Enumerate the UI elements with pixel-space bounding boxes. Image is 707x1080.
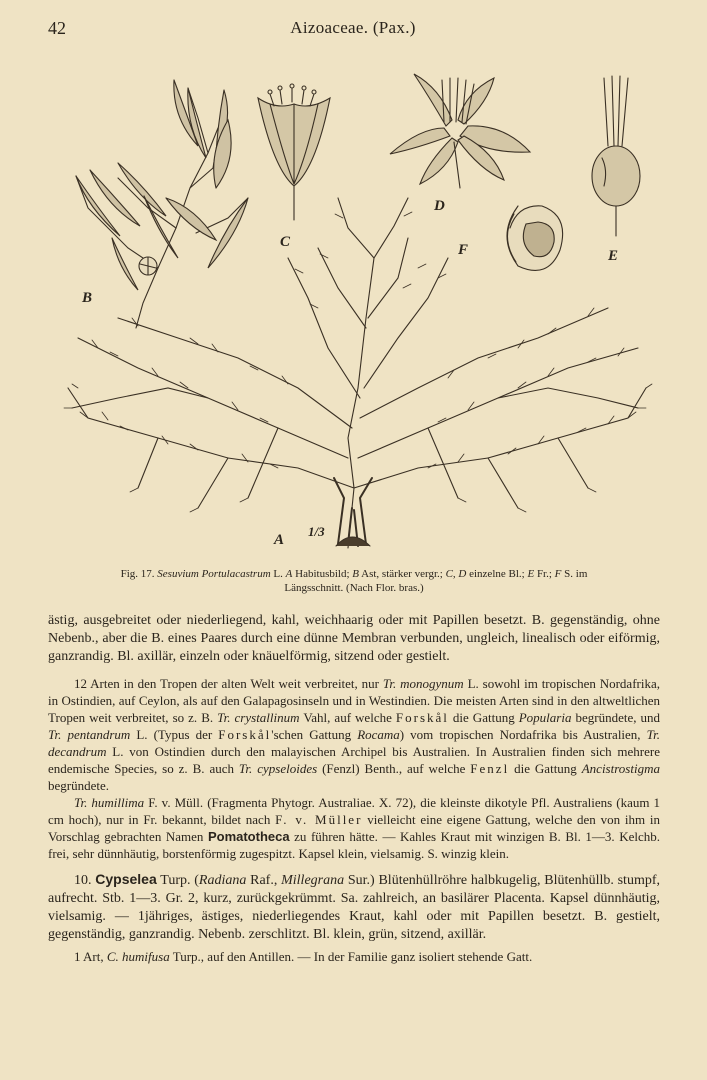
label-a: A bbox=[274, 532, 285, 548]
flower-d-drawing bbox=[390, 74, 530, 188]
page-number: 42 bbox=[48, 18, 66, 38]
label-e: E bbox=[608, 248, 619, 264]
fruit-e-drawing bbox=[592, 76, 640, 236]
caption-text-f: S. im bbox=[564, 568, 588, 580]
paragraph-2: 12 Arten in den Tropen der alten Welt weit verbreitet, nur Tr. monogynum L. sowohl im tropischen Nordafrika, in Ostindien, auf Ceylon, als auf den Galapagosinseln und in Westindien. Die meisten Arten sind in den altweltlichen Tropen weit verbreitet, so z. B. Tr. crystallinum Vahl, auf welche Forskål die Gattung Popularia begründete, und Tr. pentandrum L. (Typus der Forskål'schen Gattung Rocama) vom tropischen Nordafrika bis Australien, Tr. decandrum L. von Ostindien durch den malayischen Archipel bis Australien. In Australien finden sich mehrere endemische Species, so z. B. auch Tr. cypseloides (Fenzl) Benth., auf welche Fenzl die Gattung Ancistrostigma begründete. bbox=[48, 675, 661, 793]
paragraph-3: Tr. humillima F. v. Müll. (Fragmenta Phytogr. Australiae. X. 72), die kleinste dikotyle Pfl. Australiens (kaum 1 cm hoch), nur in Fr. bekannt, bildet nach F. v. Müller vielleicht eine eigene Gattung, welche den von ihm in Vorschlag gebrachten Namen Pomatotheca zu führen hätte. — Kahles Kraut mit winzigen B. Bl. 1—3. Kelchb. frei, sehr dünnhäutig, borstenförmig zugespitzt. Kapsel klein, vielsamig. S. winzig klein. bbox=[48, 794, 660, 861]
caption-author: L. bbox=[273, 568, 283, 580]
caption-line-1 bbox=[48, 567, 660, 581]
caption-key-e: E bbox=[527, 568, 535, 580]
paragraph-4-genus-cypselea: 10. Cypselea Turp. (Radiana Raf., Millegrana Sur.) Blütenhüllröhre halbkugelig, Blütenhüllb. stumpf, aufrecht. Stb. 1—3. Gr. 2, kurz, zurückgekrümmt. Sa. zahlreich, an basilärer Placenta. Kapsel dünnhäutig, vielsamig. — 1jähriges, ästiges, niederliegendes Kraut, kahl oder mit Papillen besetzt. B. gestielt, gegenständig, ganzrandig. Nebenb. zerschlitzt. Bl. klein, grün, sitzend, axillär. bbox=[48, 870, 660, 943]
caption-text-b: Ast, stärker vergr.; bbox=[361, 568, 443, 580]
caption-key-cd: C, D bbox=[445, 568, 467, 580]
paragraph-5: 1 Art, C. humifusa Turp., auf den Antillen. — In der Familie ganz isoliert stehende Gatt. bbox=[74, 949, 533, 965]
caption-text-e: Fr.; bbox=[536, 568, 552, 580]
habit-leaves bbox=[64, 212, 652, 512]
body-text bbox=[48, 612, 660, 965]
label-c: C bbox=[280, 234, 291, 250]
botanical-illustration bbox=[48, 58, 660, 558]
label-scale: 1/3 bbox=[308, 524, 325, 539]
paragraph-1: ästig, ausgebreitet oder niederliegend, kahl, weichhaarig oder mit Papillen besetzt. B. gegenständig, ohne Nebenb., aber die B. eines Paares durch eine dünne Membran verbunden, ungleich, linealisch oder eiförmig, ganzrandig. Bl. axillär, einzeln oder knäuelförmig, sitzend oder gestielt. bbox=[48, 613, 660, 665]
caption-line-2: Längsschnitt. (Nach Flor. bras.) bbox=[284, 582, 424, 594]
seed-section-f-drawing bbox=[507, 206, 563, 271]
caption-text-cd: einzelne Bl.; bbox=[469, 568, 525, 580]
figure-caption bbox=[48, 567, 660, 595]
caption-key-f: F bbox=[554, 568, 562, 580]
running-head: Aizoaceae. (Pax.) bbox=[290, 18, 416, 37]
caption-text-a: Habitusbild; bbox=[295, 568, 350, 580]
caption-key-b: B bbox=[352, 568, 359, 580]
flower-c-drawing bbox=[258, 84, 330, 220]
illustration-svg bbox=[48, 58, 660, 558]
label-f: F bbox=[458, 242, 469, 258]
branch-drawing bbox=[76, 80, 248, 328]
caption-key-a: A bbox=[285, 568, 293, 580]
page-header bbox=[48, 18, 658, 42]
caption-fig-number: Fig. 17. bbox=[120, 568, 155, 580]
label-b: B bbox=[82, 290, 93, 306]
label-d: D bbox=[434, 198, 445, 214]
caption-species: Sesuvium Portulacastrum bbox=[157, 568, 271, 580]
